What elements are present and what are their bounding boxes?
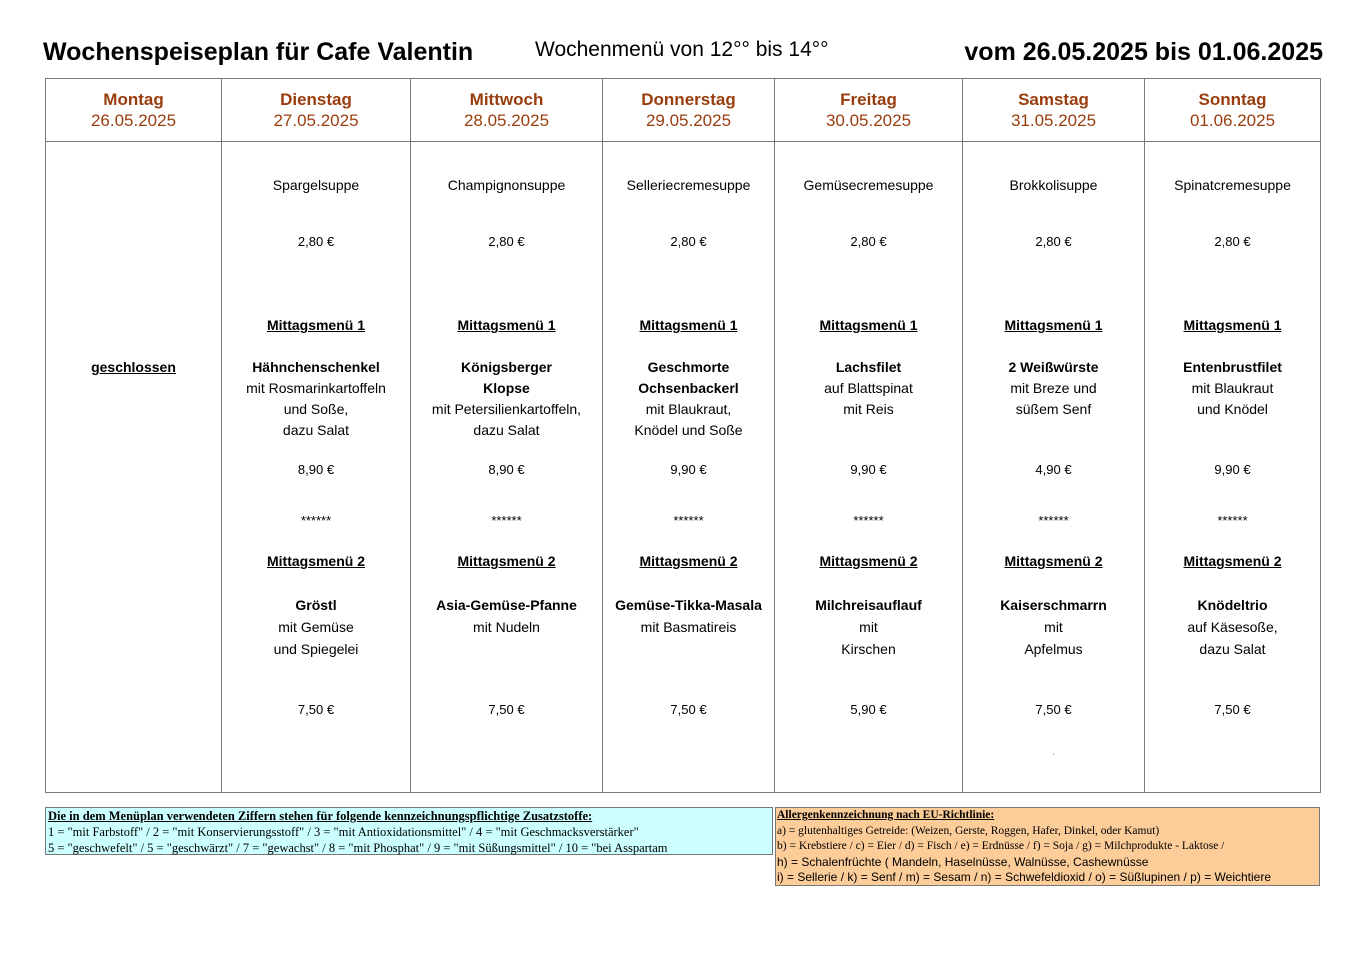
allergens-legend xyxy=(775,807,1320,886)
day-header xyxy=(222,79,411,142)
day-column xyxy=(411,142,603,793)
day-date: 27.05.2025 xyxy=(273,111,359,130)
additives-legend xyxy=(45,807,773,855)
day-name: Mittwoch xyxy=(469,90,544,109)
day-date: 28.05.2025 xyxy=(463,111,550,130)
day-header xyxy=(1145,79,1321,142)
menu2-dish xyxy=(411,594,602,638)
menu1-title: Entenbrustfilet xyxy=(1183,359,1282,375)
menu1-desc: süßem Senf xyxy=(1015,401,1092,417)
menu2-title: Gemüse-Tikka-Masala xyxy=(615,597,762,613)
menu1-label: Mittagsmenü 1 xyxy=(819,317,918,333)
menu1-desc: mit Rosmarinkartoffeln xyxy=(246,380,386,396)
menu1-label: Mittagsmenü 1 xyxy=(1183,317,1282,333)
menu1-title: Königsberger xyxy=(460,359,552,375)
soup-name: Spargelsuppe xyxy=(272,177,360,193)
menu2-desc: mit xyxy=(1044,619,1063,635)
menu1-title: Hähnchenschenkel xyxy=(252,359,380,375)
menu1-dish xyxy=(603,357,774,441)
menu2-desc: dazu Salat xyxy=(1199,641,1266,657)
menu2-price: 7,50 € xyxy=(670,702,707,717)
day-cell xyxy=(411,142,602,792)
soup-name: Spinatcremesuppe xyxy=(1174,177,1291,193)
menu2-title: Kaiserschmarrn xyxy=(1000,597,1107,613)
day-header xyxy=(46,79,222,142)
day-cell xyxy=(46,142,221,792)
menu2-title: Knödeltrio xyxy=(1197,597,1268,613)
soup-price: 2,80 € xyxy=(297,234,335,249)
allergens-legend-title: Allergenkennzeichnung nach EU-Richtlinie: xyxy=(777,809,995,821)
menu1-desc: auf Blattspinat xyxy=(824,380,913,396)
menu2-desc: mit Gemüse xyxy=(278,619,354,635)
menu-time: Wochenmenü von 12°° bis 14°° xyxy=(535,38,829,61)
day-cell xyxy=(222,142,410,792)
menu2-label: Mittagsmenü 2 xyxy=(457,553,556,569)
day-header-row xyxy=(46,79,1321,142)
day-header xyxy=(411,79,603,142)
day-cell xyxy=(963,142,1144,792)
menu2-price: 7,50 € xyxy=(1035,702,1072,717)
soup-price: 2,80 € xyxy=(1035,234,1072,249)
day-name: Samstag xyxy=(1018,90,1089,109)
menu2-dish xyxy=(775,594,962,660)
menu2-dish xyxy=(603,594,774,638)
menu2-price: 7,50 € xyxy=(1214,702,1251,717)
menu1-title: Lachsfilet xyxy=(835,359,902,375)
day-column xyxy=(1145,142,1321,793)
menu1-dish xyxy=(411,357,602,441)
menu1-desc: Knödel und Soße xyxy=(634,422,743,438)
menu1-title: Ochsenbackerl xyxy=(638,380,739,396)
soup-price: 2,80 € xyxy=(670,234,707,249)
separator-stars: ****** xyxy=(673,513,704,528)
menu-row xyxy=(46,142,1321,793)
menu2-desc: mit xyxy=(859,619,878,635)
menu2-title: Milchreisauflauf xyxy=(815,597,922,613)
day-name: Dienstag xyxy=(280,90,352,109)
menu2-desc: Apfelmus xyxy=(1024,641,1083,657)
day-name: Donnerstag xyxy=(641,90,736,109)
day-date: 30.05.2025 xyxy=(825,111,912,130)
day-cell xyxy=(1145,142,1320,792)
menu2-label: Mittagsmenü 2 xyxy=(266,553,365,569)
menu1-label: Mittagsmenü 1 xyxy=(1004,317,1103,333)
menu1-desc: dazu Salat xyxy=(473,422,540,438)
day-column xyxy=(775,142,963,793)
additives-legend-line: 1 = "mit Farbstoff" / 2 = "mit Konservierungsstoff" / 3 = "mit Antioxidationsmittel" / 4 = "mit Geschmacksverstärker" xyxy=(48,825,639,839)
day-date: 26.05.2025 xyxy=(90,111,177,130)
menu1-title: Geschmorte xyxy=(647,359,730,375)
menu1-price: 9,90 € xyxy=(670,462,707,477)
menu1-title: Klopse xyxy=(483,380,530,396)
day-name: Freitag xyxy=(840,90,897,109)
menu1-desc: und Soße, xyxy=(283,401,349,417)
menu2-dish xyxy=(1145,594,1320,660)
separator-stars: ****** xyxy=(1038,513,1069,528)
menu2-dish xyxy=(963,594,1144,660)
date-range: vom 26.05.2025 bis 01.06.2025 xyxy=(964,38,1323,66)
soup-name: Brokkolisuppe xyxy=(1009,177,1098,193)
additives-legend-title: Die in dem Menüplan verwendeten Ziffern stehen für folgende kennzeichnungspflichtige Zusatzstoffe: xyxy=(48,809,593,823)
soup-name: Champignonsuppe xyxy=(447,177,566,193)
allergens-legend-line: a) = glutenhaltiges Getreide: (Weizen, Gerste, Roggen, Hafer, Dinkel, oder Kamut) xyxy=(777,824,1160,837)
menu2-label: Mittagsmenü 2 xyxy=(1183,553,1282,569)
day-date: 31.05.2025 xyxy=(1010,111,1097,130)
menu2-desc: Kirschen xyxy=(841,641,896,657)
day-date: 01.06.2025 xyxy=(1189,111,1276,130)
soup-name: Selleriecremesuppe xyxy=(626,177,751,193)
menu2-dish xyxy=(222,594,410,660)
menu1-dish xyxy=(775,357,962,420)
menu2-label: Mittagsmenü 2 xyxy=(639,553,738,569)
menu1-desc: mit Petersilienkartoffeln, xyxy=(431,401,582,417)
day-column xyxy=(603,142,775,793)
menu1-label: Mittagsmenü 1 xyxy=(266,317,365,333)
menu2-desc: mit Nudeln xyxy=(473,619,540,635)
soup-price: 2,80 € xyxy=(488,234,525,249)
menu2-label: Mittagsmenü 2 xyxy=(819,553,918,569)
allergens-legend-line: i) = Sellerie / k) = Senf / m) = Sesam / n) = Schwefeldioxid / o) = Süßlupinen / p) = Weichtiere xyxy=(777,870,1271,884)
menu2-price: 5,90 € xyxy=(850,702,887,717)
separator-stars: ****** xyxy=(1217,513,1248,528)
menu1-price: 8,90 € xyxy=(297,462,335,477)
menu1-desc: mit Blaukraut xyxy=(1191,380,1274,396)
day-cell xyxy=(775,142,962,792)
menu2-price: 7,50 € xyxy=(297,702,335,717)
soup-price: 2,80 € xyxy=(1214,234,1251,249)
day-cell xyxy=(603,142,774,792)
day-column xyxy=(963,142,1145,793)
menu1-dish xyxy=(963,357,1144,420)
menu1-price: 8,90 € xyxy=(488,462,525,477)
menu1-desc: und Knödel xyxy=(1197,401,1268,417)
menu1-title: 2 Weißwürste xyxy=(1008,359,1099,375)
menu1-dish xyxy=(1145,357,1320,420)
menu2-desc: und Spiegelei xyxy=(273,641,359,657)
menu1-price: 4,90 € xyxy=(1035,462,1072,477)
menu2-price: 7,50 € xyxy=(488,702,525,717)
allergens-legend-line: h) = Schalenfrüchte ( Mandeln, Haselnüsse, Walnüsse, Cashewnüsse xyxy=(777,854,1149,869)
menu-table xyxy=(45,78,1321,793)
menu1-desc: mit Blaukraut, xyxy=(645,401,732,417)
menu1-label: Mittagsmenü 1 xyxy=(457,317,556,333)
menu1-desc: mit Reis xyxy=(843,401,894,417)
day-header xyxy=(963,79,1145,142)
day-column xyxy=(222,142,411,793)
additives-legend-line: 5 = "geschwefelt" / 5 = "geschwärzt" / 7 = "gewachst" / 8 = "mit Phosphat" / 9 = "mit Süßungsmittel" / 10 = "bei Asspartam xyxy=(48,841,668,855)
day-header xyxy=(603,79,775,142)
menu1-price: 9,90 € xyxy=(850,462,887,477)
menu2-desc: mit Basmatireis xyxy=(640,619,737,635)
day-column xyxy=(46,142,222,793)
menu2-title: Asia-Gemüse-Pfanne xyxy=(436,597,577,613)
allergens-legend-line: b) = Krebstiere / c) = Eier / d) = Fisch / e) = Erdnüsse / f) = Soja / g) = Milchprodukte - Laktose / xyxy=(777,840,1225,852)
menu1-dish xyxy=(222,357,410,441)
menu1-desc: mit Breze und xyxy=(1010,380,1097,396)
separator-stars: ****** xyxy=(491,513,522,528)
menu2-title: Gröstl xyxy=(295,597,337,613)
menu2-label: Mittagsmenü 2 xyxy=(1004,553,1103,569)
menu1-label: Mittagsmenü 1 xyxy=(639,317,738,333)
soup-price: 2,80 € xyxy=(850,234,887,249)
menu2-desc: auf Käsesoße, xyxy=(1187,619,1278,635)
menu1-desc: dazu Salat xyxy=(282,422,350,438)
soup-name: Gemüsecremesuppe xyxy=(803,177,934,193)
day-name: Montag xyxy=(103,90,164,109)
stray-dot: . xyxy=(1052,747,1055,758)
menu1-price: 9,90 € xyxy=(1214,462,1251,477)
separator-stars: ****** xyxy=(300,513,332,528)
separator-stars: ****** xyxy=(853,513,884,528)
day-header xyxy=(775,79,963,142)
closed-label: geschlossen xyxy=(91,359,176,375)
day-name: Sonntag xyxy=(1198,90,1267,109)
page-title: Wochenspeiseplan für Cafe Valentin xyxy=(43,38,474,66)
day-date: 29.05.2025 xyxy=(645,111,732,130)
